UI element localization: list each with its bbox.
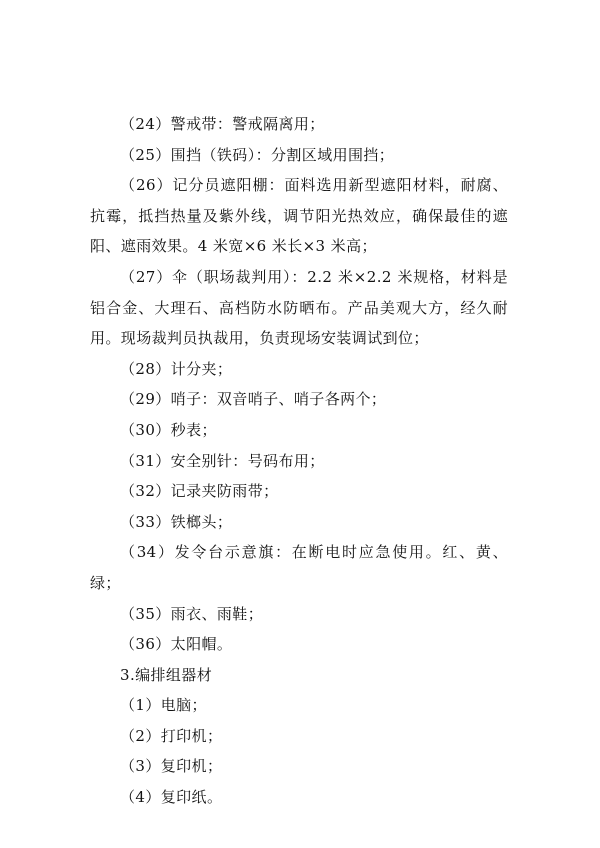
list-item-30: （30）秒表；	[120, 420, 217, 439]
list-item-26: （26）记分员遮阳棚：面料选用新型遮阳材料，耐腐、抗霉，抵挡热量及紫外线，调节阳光热效应，确保最佳的遮阳、遮雨效果。4 米宽×6 米长×3 米高；	[90, 176, 508, 256]
list-item-25: （25）围挡（铁码）：分割区域用围挡；	[120, 145, 395, 164]
list-item-3: （3）复印机；	[120, 757, 223, 776]
document-body	[90, 109, 508, 813]
list-item-34: （34）发令台示意旗：在断电时应急使用。红、黄、绿；	[90, 543, 508, 592]
list-item-31: （31）安全别针：号码布用；	[120, 451, 325, 470]
list-item-35: （35）雨衣、雨鞋；	[120, 604, 264, 623]
list-item-1: （1）电脑；	[120, 696, 207, 715]
list-item-2: （2）打印机；	[120, 726, 223, 745]
list-item-24: （24）警戒带：警戒隔离用；	[120, 115, 325, 133]
list-item-4: （4）复印纸。	[120, 788, 223, 807]
section-heading: 3.编排组器材	[120, 665, 213, 684]
list-item-28: （28）计分夹；	[120, 359, 233, 378]
list-item-27: （27）伞（职场裁判用）：2.2 米×2.2 米规格，材料是铝合金、大理石、高档防水防晒布。产品美观大方，经久耐用。现场裁判员执裁用，负责现场安装调试到位；	[90, 267, 508, 348]
list-item-33: （33）铁榔头；	[120, 512, 233, 531]
list-item-32: （32）记录夹防雨带；	[120, 482, 279, 501]
list-item-36: （36）太阳帽。	[120, 635, 233, 654]
list-item-29: （29）哨子：双音哨子、哨子各两个；	[120, 390, 387, 409]
